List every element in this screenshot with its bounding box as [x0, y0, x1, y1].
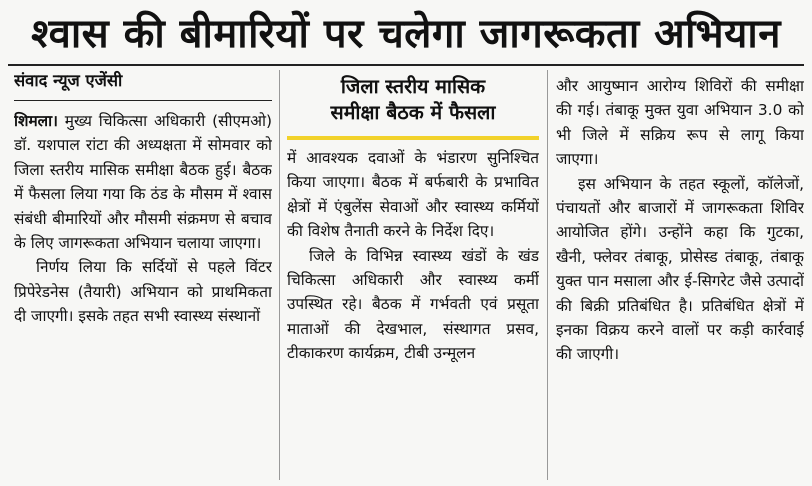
- subheading-line-2: समीक्षा बैठक में फैसला: [330, 101, 496, 124]
- dateline: शिमला।: [14, 112, 58, 130]
- column-1-paragraph-2: निर्णय लिया कि सर्दियों से पहले विंटर प्रिपेरेडनेस (तैयारी) अभियान को प्राथमिकता दी जाएगी। इसके तहत सभी स्वास्थ्य संस्थानों: [14, 258, 272, 326]
- byline: संवाद न्यूज एजेंसी: [14, 70, 272, 101]
- column-separator-1: [279, 70, 280, 480]
- article-column-2: [287, 70, 539, 482]
- article-column-1: [14, 70, 272, 482]
- subheading-highlight-bar: [287, 136, 539, 140]
- column-1-paragraph-1-text: मुख्य चिकित्सा अधिकारी (सीएमओ) डॉ. यशपाल रांटा की अध्यक्षता में सोमवार को जिला स्तरीय मासिक समीक्षा बैठक हुई। बैठक में फैसला लिया गया कि ठंड के मौसम में श्वास संबंधी बीमारियों और मौसमी संक्रमण से बचाव के लिए जागरूकता अभियान चलाया जाएगा।: [14, 112, 272, 253]
- article-column-3: [556, 74, 804, 486]
- subheading: [287, 70, 539, 132]
- subheading-line-1: जिला स्तरीय मासिक: [340, 75, 486, 98]
- column-2-paragraph-1: में आवश्यक दवाओं के भंडारण सुनिश्चित किया जाएगा। बैठक में बर्फबारी के प्रभावित क्षेत्रों में एंबुलेंस सेवाओं और स्वास्थ्य कर्मियों की विशेष तैनाती करने के निर्देश दिए।: [287, 149, 539, 241]
- headline-rule: [8, 64, 804, 66]
- column-3-paragraph-2: इस अभियान के तहत स्कूलों, कॉलेजों, पंचायतों और बाजारों में जागरूकता शिविर आयोजित होंगे। उन्होंने कहा कि गुटका, खैनी, फ्लेवर तंबाकू, प्रोसेस्ड तंबाकू, तंबाकू युक्त पान मसाला और ई-सिगरेट जैसे उत्पादों की बिक्री प्रतिबंधित है। प्रतिबंधित क्षेत्रों में इनका विक्रय करने वालों पर कड़ी कार्रवाई की जाएगी।: [556, 174, 804, 364]
- column-3-paragraph-1: और आयुष्मान आरोग्य शिविरों की समीक्षा की गई। तंबाकू मुक्त युवा अभियान 3.0 को भी जिले में सक्रिय रूप से लागू किया जाएगा।: [556, 77, 804, 169]
- headline: श्वास की बीमारियों पर चलेगा जागरूकता अभियान: [31, 10, 781, 57]
- column-1-paragraph-1: [14, 109, 272, 255]
- column-2-paragraph-2: जिले के विभिन्न स्वास्थ्य खंडों के खंड चिकित्सा अधिकारी और स्वास्थ्य कर्मी उपस्थित रहे। बैठक में गर्भवती एवं प्रसूता माताओं की देखभाल, संस्थागत प्रसव, टीकाकरण कार्यक्रम, टीबी उन्मूलन: [287, 246, 539, 363]
- column-separator-2: [547, 70, 548, 480]
